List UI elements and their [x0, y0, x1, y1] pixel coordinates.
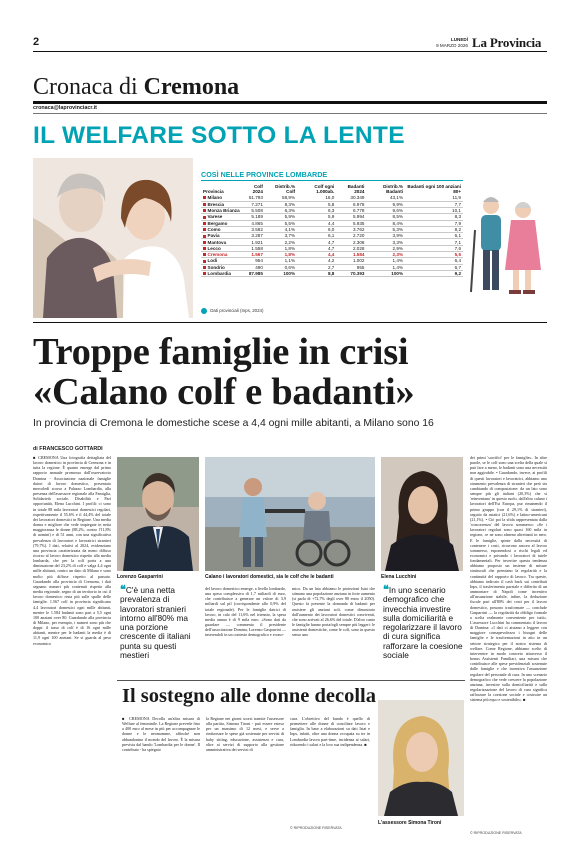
table-header-cell: Distrib.% Badanti — [383, 184, 404, 195]
table-body — [201, 195, 463, 277]
table-cell: 5.994 — [336, 214, 366, 220]
table-cell: 5,9 — [297, 214, 336, 220]
row-marker-icon — [203, 235, 206, 238]
lucchini-portrait — [381, 457, 463, 571]
table-cell: 7,9 — [405, 220, 463, 226]
table-row — [201, 270, 463, 276]
table-cell: 5,5 — [405, 251, 463, 257]
table-cell: 11,9 — [405, 195, 463, 201]
sub-col1-text: ■ CREMONA Decolla un'altra misura di Welfare al femminile. La Regione prevede fino a 400 euro al mese in più per accompagnare le donne e le neomamme, affinché non abbandonino il mondo del lavoro. È la misura prevista dal bando 'Lombardia per le donne'. Il contributo - ha spiegato — [122, 716, 200, 752]
table-cell: 1,4% — [366, 258, 405, 264]
article-column-2 — [205, 586, 286, 672]
table-cell: 8,2 — [405, 226, 463, 232]
table-cell: 7,1 — [405, 239, 463, 245]
table-cell: 70.393 — [336, 270, 366, 276]
province-name: Lodi — [207, 258, 218, 264]
table-cell: 2,2% — [265, 239, 297, 245]
table-cell: 6,3 — [297, 207, 336, 213]
quote-1-mark: ❝ — [120, 584, 126, 596]
table-cell: 1,4% — [366, 264, 405, 270]
table-cell: 4,4 — [297, 251, 336, 257]
province-name-cell — [201, 207, 242, 213]
article-col3-text: mico. Da un lato abbiamo le proiezioni Istat che stimano una popolazione anziana in forte aumento (si parla di +72,7% degli over 80 entro il 2050). Questo fa presente la domanda di badanti per assistere gli anziani soli, come dimostrato dall'aumento dei lavoratori domestici conviventi, che sono arrivati al 26,6% del totale. D'altro canto le famiglie hanno portafogli sempre più leggeri: le assistenti domestiche, come le colf, sono in questo senso uno — [292, 586, 375, 638]
byline: di FRANCESCO GOTTARDI — [33, 446, 103, 452]
newspaper-logo: La Provincia — [472, 35, 542, 50]
row-marker-icon — [203, 209, 206, 212]
table-cell: 5,9% — [265, 214, 297, 220]
section-rule — [33, 101, 547, 104]
table-cell: 6,1 — [297, 233, 336, 239]
province-table — [201, 184, 463, 277]
banner-title: IL WELFARE SOTTO LA LENTE — [33, 122, 405, 149]
province-name: Bergamo — [207, 220, 228, 226]
table-cell: 9,6% — [366, 207, 405, 213]
table-cell: 2,7 — [297, 264, 336, 270]
masthead-day: LUNEDÌ — [450, 37, 468, 42]
table-cell: 6,3% — [265, 207, 297, 213]
table-cell: 7,7 — [405, 201, 463, 207]
sub-col3-text: cura. L'obiettivo del bando è quello di permettere alle donne di conciliare lavoro e famiglia. In base a elaborazioni su dati Istat e Inps, infatti, oltre una donna occupata su tre in Lombardia lavora part-time, incidenza ai salari, riducendo i salari e la loro sua indipendenza. ■ — [290, 716, 370, 747]
sub-article-footer: © RIPRODUZIONE RISERVATA — [290, 826, 342, 830]
table-header-row — [201, 184, 463, 195]
province-name: Mantova — [207, 239, 227, 245]
domestic-workers-caption: Calano i lavoratori domestici, sia le colf che le badanti — [205, 574, 334, 580]
source-text: Dati provinciali (Inps, 2024) — [210, 308, 264, 314]
gasparrini-portrait — [117, 457, 199, 571]
table-cell: 6.778 — [336, 207, 366, 213]
table-cell: 490 — [242, 264, 265, 270]
table-cell: 1.921 — [242, 239, 265, 245]
table-cell: 4,7 — [297, 239, 336, 245]
article-column-1 — [33, 455, 111, 837]
domestic-workers-photo — [205, 457, 375, 571]
province-name: Lombardia — [207, 271, 231, 277]
subheadline: In provincia di Cremona le domestiche scese a 4,4 ogni mille abitanti, a Milano sono 16 — [33, 418, 434, 429]
table-cell: 1,8% — [265, 251, 297, 257]
quote-2 — [383, 586, 465, 660]
main-footer: © RIPRODUZIONE RISERVATA — [470, 831, 522, 835]
sub-article-column-2 — [206, 716, 284, 830]
table-cell: 8,5% — [366, 214, 405, 220]
table-cell: 2,3% — [366, 251, 405, 257]
article-column-3 — [292, 586, 375, 672]
table-cell: 8,3% — [265, 201, 297, 207]
table-cell: 100% — [265, 270, 297, 276]
table-cell: 3,9% — [366, 233, 405, 239]
section-email[interactable]: cronaca@laprovinciacr.it — [33, 105, 97, 111]
table-cell: 16,0 — [297, 195, 336, 201]
table-cell: 2.720 — [336, 233, 366, 239]
table-cell: 6,1 — [405, 233, 463, 239]
quote-2-text: In uno scenario demografico che invecchia investire sulla domiciliarità e regolarizzare il lavoro di cura significa rafforzare la coesione sociale — [383, 585, 463, 661]
table-cell: 9,9% — [366, 201, 405, 207]
table-cell: 4,2 — [297, 258, 336, 264]
table-cell: 8,3 — [405, 214, 463, 220]
table-cell: 4,7 — [297, 245, 336, 251]
article-col1-text: ■ CREMONA Una fotografia dettagliata del lavoro domestico in provincia di Cremona e in tutta la regione. È quanto emerge dal primo rapporto annuale promosso dall'osservatorio Domina - Associazione nazionale famiglie datori di lavoro domestico, presentato mercoledì scorso a Palazzo Lombardia, alla presenza dell'assessore regionale alla Famiglia, Solidarietà sociale, Disabilità e Pari opportunità, Elena Lucchini. I profili: ci sono in totale 88 mila lavoratori domestici regolari, rispettivamente il 55,6% e il 44,4% del totale dei lavoratori domestici in Regione. Una media donna e migliore che vede impiegate in netta maggioranza le donne (88,2%, contro l'11,8% di uomini) e di 51 anni, con una significativa prevalenza di lavoratori e lavoratrici stranieri (79,7%). I dati, relativi al 2024, evidenziano una provincia caratterizzata da meno diffuso ricorso al lavoro domestico rispetto alla media lombarda, che per la colf porta a una diminuzione del 23,2% di colf e valga 4,4 ogni mille abitanti, contro un dato di Milano e sono molto più diffuse rispetto al passato. Guardando alla provincia di Cremona, i dati segnano numeri più contenuti rispetto alla media regionale, segno di un territorio in cui il lavoro domestico resta più sulle spalle delle famiglie. 1.567 colf in provincia significano 4,4 lavoratori domestici ogni mille abitanti, mentre le 1.584 badanti sono pari a 5,5 ogni 100 anziani over 80. Guardando alla provincia di Milano, per esempio, i numeri sono più che doppi: il tasso di colf è di 16 ogni mille abitanti, mentre per le badanti la media è di 11,9 ogni 100 anziani. Se si guarda al peso economico — [33, 455, 111, 646]
row-marker-icon — [203, 216, 206, 219]
row-marker-icon — [203, 266, 206, 269]
table-cell: 8,8 — [297, 270, 336, 276]
quote-2-mark: ❝ — [383, 584, 389, 596]
infographic-source — [201, 308, 263, 314]
table-cell: 6,4 — [405, 258, 463, 264]
table-cell: 4,1% — [265, 226, 297, 232]
elderly-care-photo — [33, 158, 193, 318]
row-marker-icon — [203, 196, 206, 199]
table-cell: 1.558 — [242, 245, 265, 251]
lucchini-caption: Elena Lucchini — [381, 574, 417, 580]
province-name: Lecco — [207, 245, 221, 251]
table-cell: 955 — [336, 264, 366, 270]
table-cell: 5.508 — [242, 207, 265, 213]
tironi-caption: L'assessore Simona Tironi — [378, 820, 442, 826]
table-cell: 10,1 — [405, 207, 463, 213]
table-cell: 5.189 — [242, 214, 265, 220]
table-cell: 3,3% — [366, 239, 405, 245]
table-header-cell: Badanti 2024 — [347, 184, 365, 195]
headline-line-2: «Calano colf e badanti» — [33, 371, 415, 413]
table-cell: 1.584 — [336, 251, 366, 257]
quote-1-text: C'è una netta prevalenza di lavoratori stranieri intorno all'80% ma una porzione crescente di italiani punta su questi mestieri — [120, 585, 191, 661]
table-header-cell: Colf ogni 1.000ab. — [314, 184, 335, 195]
section-title — [33, 73, 239, 101]
table-header-cell: Provincia — [203, 189, 224, 195]
masthead-date: 9 MARZO 2026 — [436, 43, 468, 48]
province-name: Milano — [207, 195, 223, 201]
domestic-workers-scene — [205, 457, 375, 571]
table-cell: 5.935 — [336, 220, 366, 226]
row-marker-icon — [203, 203, 206, 206]
table-cell: 8,4% — [366, 220, 405, 226]
table-header-cell: Distrib.% Colf — [275, 184, 296, 195]
row-marker-icon — [203, 260, 206, 263]
section-prefix: Cronaca di — [33, 74, 138, 100]
email-rule — [33, 113, 547, 114]
row-marker-icon — [203, 247, 206, 250]
table-cell: 4.865 — [242, 220, 265, 226]
infographic-table — [201, 184, 463, 277]
article-col2-text: del lavoro domestico emerge, a livello lombardo, una spesa complessiva di 1,7 miliardi di euro, che contribuisce a generare un valore di 3,9 miliardi sul pil (corrispondente allo 0,9% del totale regionale). Per le famiglie datrici di lavoro, in calo del 11,6% nel triennio, la spesa media annua è di 9 mila euro. «Sono dati da guardare — commenta il presidente dell'associazione Domina, Lorenzo Gasparrini — inserendoli in un contesto demografico e econo- — [205, 586, 286, 638]
table-cell: 4,4 — [297, 220, 336, 226]
table-cell: 2.308 — [336, 239, 366, 245]
gasparrini-caption: Lorenzo Gasparrini — [117, 574, 163, 580]
table-cell: 1.002 — [336, 258, 366, 264]
table-cell: 43,1% — [366, 195, 405, 201]
table-cell: 100% — [366, 270, 405, 276]
sub-article-column-1 — [122, 716, 200, 830]
masthead-rule — [33, 51, 547, 52]
elderly-couple-illustration — [465, 190, 547, 312]
table-cell: 1.567 — [242, 251, 265, 257]
table-header-cell: Badanti ogni 100 anziani 80+ — [407, 184, 461, 195]
table-cell: 3.287 — [242, 233, 265, 239]
article-col4-text: dei primi 'sacrifici' per le famiglie». In altre parole, se le colf sono una scelta della quale si può fare a meno, le badanti sono una necessità non aggirabile. • Guardando, invece, ai profili di questi lavoratori e lavoratrici, abbiamo uno strumento prevalenza di stranieri che però sta cambiando di composizione: da un lato sono sempre più gli italiani (20,3%) che si 'reinventano' in questo ruolo, dall'altro calano i lavoratori dell'Est Europa, pur rimanendo il primo gruppo (con il 29,1% di stranieri), seguito da asiatici (21,6%) e latino-americani (21,1%). • Ciò poi la sfida rappresentata dalla 'concorrenza' del lavoro sommerso: «Se i lavoratori regolari sono quasi 160 mila in regione, ce ne sono almeno altrettanti in nero. E le famiglie, spinte dalla necessità di contenere i costi, ricorrono ancora al lavoro sommerso, esponendosi a rischi legali ed economici e privando i lavoratori di tutele fondamentali. Per invertire questa tendenza abbiamo proposto un insieme di misure strutturali che premiano la regolarità e la continuità del rapporto di lavoro. Tra queste, abbiamo indicato il cash back sui contributi Inps, il trasferimento parziale e differito di un ammontare di Napoli come incentivo all'assunzione stabile, infine, la deduzione fiscale pari all'80% dei costi per il lavoro domestico, possono trasformare — conclude Gasparrini — la regolarità da obbligo formale a scelta realmente conveniente per tutti». L'assessore Lucchini ha commentato il lavoro di Domina: «I dati ci aiutano a leggere con maggiore consapevolezza i bisogni delle famiglie e le trasformazioni in atto in un settore strategico per il nostro sistema di welfare. Come Regione, abbiamo scelto di intervenire in modo concreto attraverso il bonus Assistenti Familiari, una misura che contribuisce alle spese previdenziali sostenute dalle famiglie e che incentiva l'assunzione regolare del personale di cura. In uno scenario demografico che vede crescere la popolazione anziana, investire sulla domiciliarità e sulla regolarizzazione del lavoro di cura significa rafforzare la coesione sociale e costruire un sistema più equo e sostenibile». ■ — [470, 455, 547, 703]
row-marker-icon — [203, 228, 206, 231]
tironi-photo — [378, 700, 464, 816]
table-cell: 5,8 — [297, 201, 336, 207]
table-cell: 2,9% — [366, 245, 405, 251]
row-marker-icon — [203, 241, 206, 244]
table-cell: 9,2 — [405, 270, 463, 276]
table-cell: 51.793 — [242, 195, 265, 201]
table-cell: 58,9% — [265, 195, 297, 201]
table-cell: 5,5% — [265, 220, 297, 226]
table-cell: 30.349 — [336, 195, 366, 201]
section-city: Cremona — [143, 74, 240, 100]
infographic-bottom-rule — [33, 322, 547, 323]
table-cell: 3.762 — [336, 226, 366, 232]
infographic-title: COSÌ NELLE PROVINCE LOMBARDE — [201, 170, 328, 179]
province-name: Como — [207, 226, 221, 232]
table-cell: 6,7 — [405, 264, 463, 270]
sub-article-headline: Il sostegno alle donne decolla — [122, 685, 376, 707]
lucchini-photo — [381, 457, 463, 571]
elderly-couple-icon — [465, 190, 547, 312]
province-name: Monza Brianza — [207, 208, 240, 214]
province-name: Cremona — [207, 252, 228, 258]
table-cell: 5,3% — [366, 226, 405, 232]
infographic-title-rule — [201, 180, 463, 181]
page-number: 2 — [33, 36, 40, 48]
elderly-care-illustration — [33, 158, 193, 318]
sub-article-column-3 — [290, 716, 370, 824]
source-icon — [201, 308, 207, 314]
province-name: Sondrio — [207, 264, 225, 270]
gasparrini-photo — [117, 457, 199, 571]
province-name: Varese — [207, 214, 223, 220]
table-cell: 3,7% — [265, 233, 297, 239]
table-cell: 7.271 — [242, 201, 265, 207]
table-cell: 954 — [242, 258, 265, 264]
article-column-4 — [470, 455, 547, 829]
sub-col2-text: la Regione nei giorni scorsi tramite l'assessore alla partita, Simona Tironi - può essere esteso per un massimo di 12 mesi, e serve a rimborsare le spese già sostenute per servizi di baby sitting, educazione, assistenza e cura, oltre ai servizi di supporto alla gestione amministrativa dei servizi di — [206, 716, 284, 752]
quote-1 — [120, 586, 198, 660]
province-name-cell — [201, 270, 242, 276]
table-cell: 7,6 — [405, 245, 463, 251]
main-headline — [33, 332, 547, 412]
table-cell: 6,0 — [297, 226, 336, 232]
table-cell: 6.978 — [336, 201, 366, 207]
table-cell: 87.985 — [242, 270, 265, 276]
province-name: Pavia — [207, 233, 220, 239]
sub-article-top-rule — [117, 680, 465, 681]
province-name: Brescia — [207, 201, 225, 207]
row-marker-icon — [203, 222, 206, 225]
table-header-cell: Colf 2024 — [252, 184, 263, 195]
row-marker-icon — [203, 272, 206, 275]
table-cell: 1,8% — [265, 245, 297, 251]
table-cell: 3.582 — [242, 226, 265, 232]
table-cell: 0,6% — [265, 264, 297, 270]
tironi-portrait — [378, 700, 464, 816]
table-cell: 1,1% — [265, 258, 297, 264]
row-marker-icon — [203, 253, 206, 256]
headline-line-1: Troppe famiglie in crisi — [33, 331, 409, 373]
table-cell: 2.028 — [336, 245, 366, 251]
